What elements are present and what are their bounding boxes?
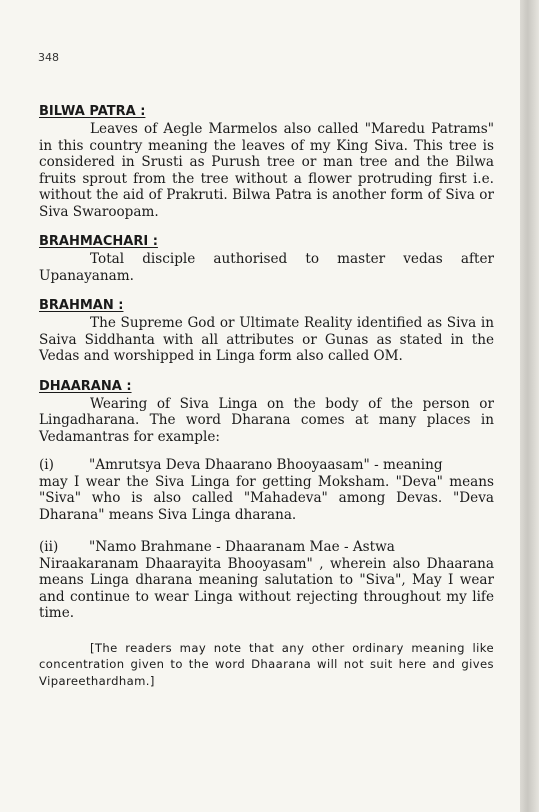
entry-heading: DHAARANA :	[39, 378, 132, 394]
entry-body: Total disciple authorised to master vedas after Upanayanam.	[39, 251, 494, 284]
example-first-line	[39, 457, 494, 474]
example-text: Niraakaranam Dhaarayita Bhooyasam" , wherein also Dhaarana means Linga dharana meaning salutation to "Siva", May I wear and continue to wear Linga without rejecting throughout my life time.	[39, 555, 494, 621]
numbered-example	[39, 539, 494, 622]
numbered-example	[39, 457, 494, 523]
entry-bilwa-patra	[39, 104, 494, 220]
example-label: (i)	[39, 457, 54, 473]
page-content	[39, 104, 494, 689]
example-label: (ii)	[39, 539, 59, 555]
page-number: 348	[38, 51, 59, 64]
example-text: may I wear the Siva Linga for getting Moksham. "Deva" means "Siva" who is also called "Mahadeva" among Devas. "Deva Dharana" means Siva Linga dharana.	[39, 473, 494, 523]
entry-body: The Supreme God or Ultimate Reality identified as Siva in Saiva Siddhanta with all attributes or Gunas as stated in the Vedas and worshipped in Linga form also called OM.	[39, 315, 494, 364]
entry-body: Wearing of Siva Linga on the body of the person or Lingadharana. The word Dharana comes at many places in Vedamantras for example:	[39, 395, 494, 445]
entry-heading: BRAHMAN :	[39, 298, 124, 313]
reader-note: [The readers may note that any other ordinary meaning like concentration given to the word Dhaarana will not suit here and gives Vipareethardham.]	[39, 640, 494, 688]
entry-brahmachari	[39, 234, 494, 284]
example-first-line	[39, 539, 494, 556]
entry-body: Leaves of Aegle Marmelos also called "Maredu Patrams" in this country meaning the leaves of my King Siva. This tree is considered in Srusti as Purush tree or man tree and the Bilwa fruits sprout from the tree without a flower protruding first i.e. without the aid of Prakruti. Bilwa Patra is another form of Siva or Siva Swaroopam.	[39, 121, 494, 220]
page-edge	[520, 0, 539, 812]
entry-dhaarana	[39, 379, 494, 690]
entry-heading: BILWA PATRA :	[39, 104, 146, 119]
example-first-text: "Namo Brahmane - Dhaaranam Mae - Astwa	[89, 539, 395, 555]
entry-heading: BRAHMACHARI :	[39, 234, 158, 249]
entry-brahman	[39, 298, 494, 365]
example-first-text: "Amrutsya Deva Dhaarano Bhooyaasam" - meaning	[89, 457, 443, 473]
